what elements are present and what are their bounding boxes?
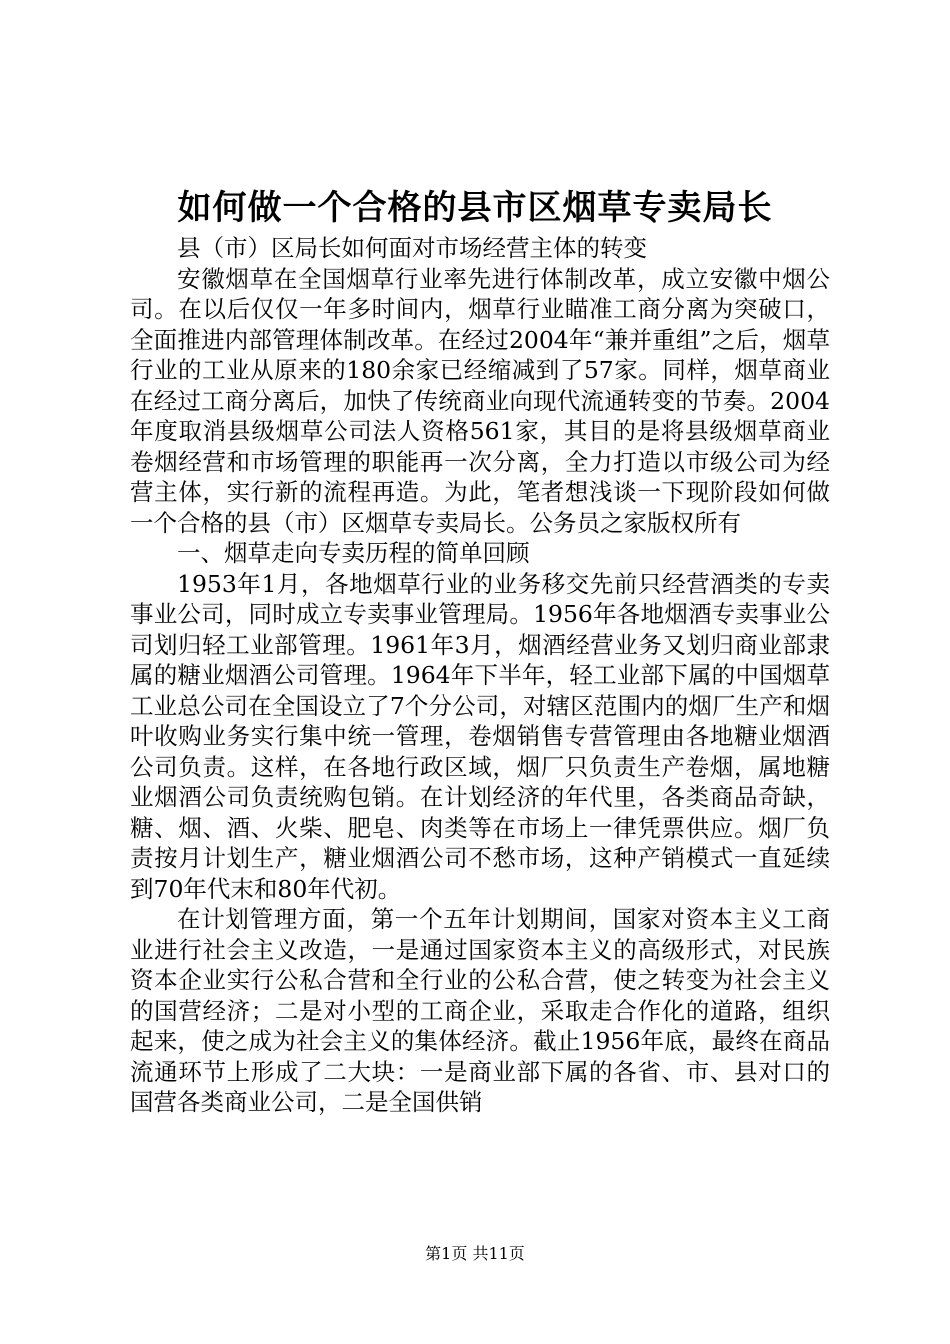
document-title: 如何做一个合格的县市区烟草专卖局长 xyxy=(177,188,773,228)
paragraph: 安徽烟草在全国烟草行业率先进行体制改革，成立安徽中烟公司。在以后仅仅一年多时间内，烟草行业瞄准工商分离为突破口，全面推进内部管理体制改革。在经过2004年“兼并重组”之后，烟草行业的工业从原来的180余家已经缩减到了57家。同样，烟草商业在经过工商分离后，加快了传统商业向现代流通转变的节奏。2004年度取消县级烟草公司法人资格561家，其目的是将县级烟草商业卷烟经营和市场管理的职能再一次分离，全力打造以市级公司为经营主体，实行新的流程再造。为此，笔者想浅谈一下现阶段如何做一个合格的县（市）区烟草专卖局长。公务员之家版权所有 xyxy=(130,264,830,537)
paragraph: 1953年1月，各地烟草行业的业务移交先前只经营酒类的专卖事业公司，同时成立专卖事业管理局。1956年各地烟酒专卖事业公司划归轻工业部管理。1961年3月，烟酒经营业务又划归商业部隶属的糖业烟酒公司管理。1964年下半年，轻工业部下属的中国烟草工业总公司在全国设立了7个分公司，对辖区范围内的烟厂生产和烟叶收购业务实行集中统一管理，卷烟销售专营管理由各地糖业烟酒公司负责。这样，在各地行政区域，烟厂只负责生产卷烟，属地糖业烟酒公司负责统购包销。在计划经济的年代里，各类商品奇缺，糖、烟、酒、火柴、肥皂、肉类等在市场上一律凭票供应。烟厂负责按月计划生产，糖业烟酒公司不愁市场，这种产销模式一直延续到70年代末和80年代初。 xyxy=(130,569,830,903)
document-body xyxy=(130,233,830,1118)
paragraph-subheading: 县（市）区局长如何面对市场经营主体的转变 xyxy=(177,234,647,262)
paragraph: 在计划管理方面，第一个五年计划期间，国家对资本主义工商业进行社会主义改造，一是通过国家资本主义的高级形式，对民族资本企业实行公私合营和全行业的公私合营，使之转变为社会主义的国营经济；二是对小型的工商企业，采取走合作化的道路，组织起来，使之成为社会主义的集体经济。截止1956年底，最终在商品流通环节上形成了二大块：一是商业部下属的各省、市、县对口的国营各类商业公司，二是全国供销 xyxy=(130,905,830,1116)
section-heading: 一、烟草走向专卖历程的简单回顾 xyxy=(177,539,530,567)
page-footer: 第1页 共11页 xyxy=(425,1244,525,1263)
